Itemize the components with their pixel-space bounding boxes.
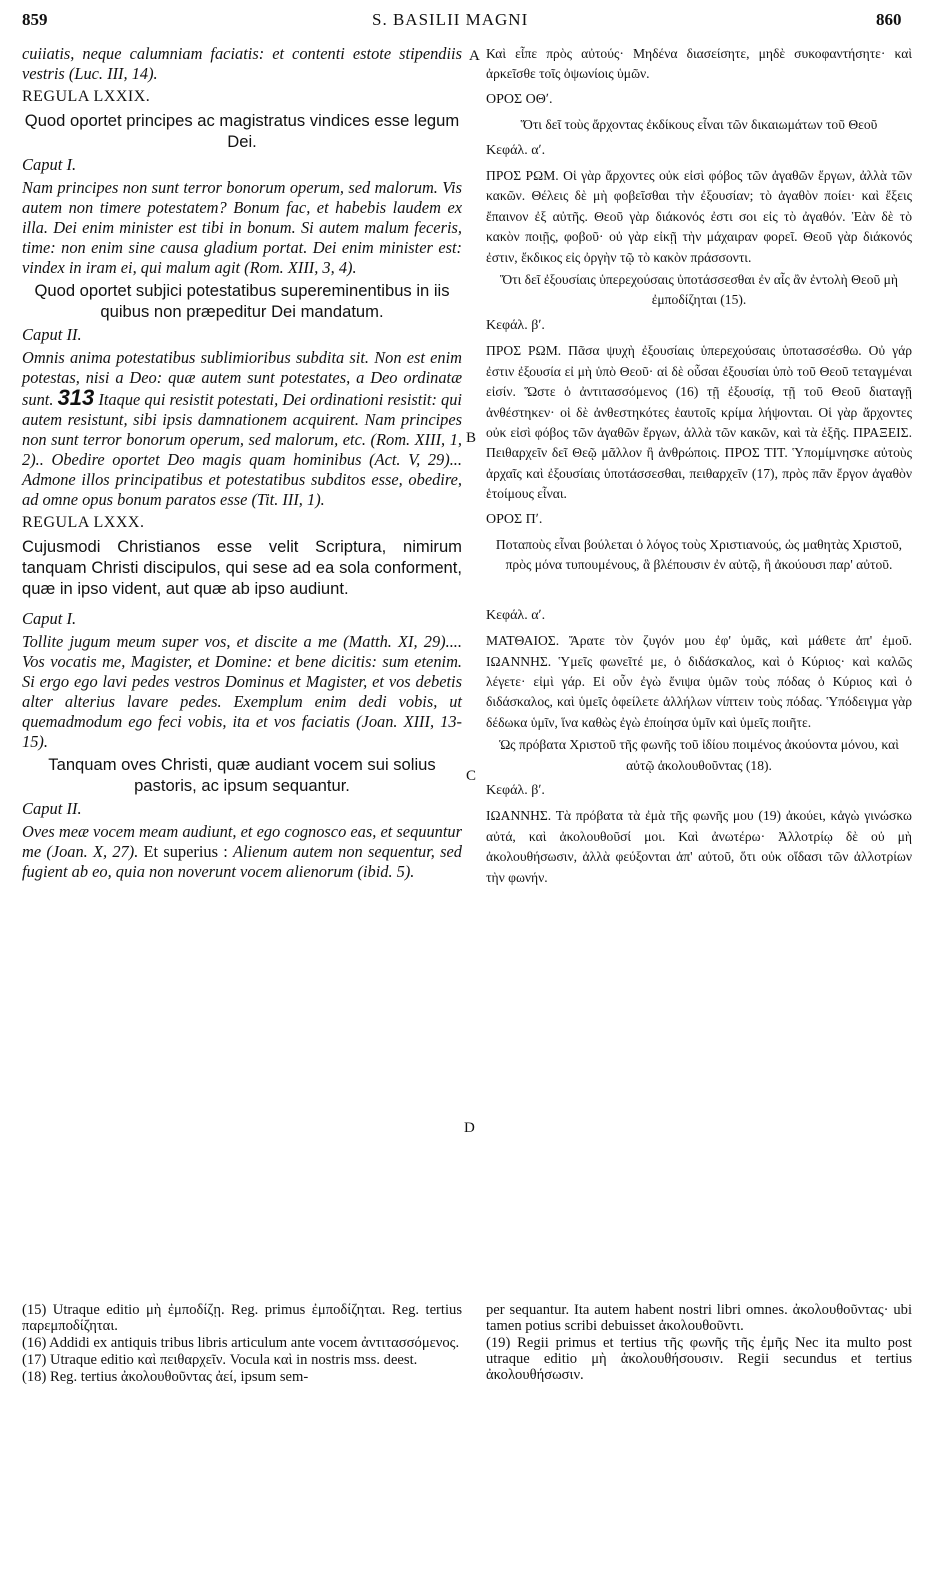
greek-quote-4: ΙΩΑΝΝΗΣ. Τὰ πρόβατα τὰ ἐμὰ τῆς φωνῆς μου (19) ἀκούει, κἀγὼ γινώσκω αὐτά, καὶ ἀκολουθοῦσί μοι. Καὶ ἀνωτέρω· Ἀλλοτρίῳ δὲ οὐ μὴ ἀκολουθήσωσιν, ἀλλὰ φεύξονται ἀπ' αὐτοῦ, ὅτι οὐκ οἴδασι τῶν ἀλλοτρίων τὴν φωνήν. [486,808,912,885]
regula-79-title: Quod oportet principes ac magistratus vindices esse legum Dei. [24,111,460,151]
latin-opening: cuiiatis, neque calumniam faciatis: et contenti estote stipendiis vestris (Luc. III, 14). [22,44,462,83]
latin-quote-4: Oves meæ vocem meam audiunt, et ego cognosco eas, et sequuntur me (Joan. X, 27). Et superius : Alienum autem non sequentur, sed fugient ab eo, quia non noverunt vocem alienorum (ibid. 5). [22,822,462,881]
oros-80-heading: ΟΡΟΣ Πʹ. [486,511,543,527]
footnote-17: (17) Utraque editio καὶ πειθαρχεῖν. Vocula καὶ in nostris mss. deest. [22,1352,418,1368]
page-number-left: 859 [22,10,48,29]
margin-letter-d: D [464,1120,475,1136]
margin-letter-c: C [466,768,477,784]
kephal-1-heading: Κεφάλ. αʹ. [486,142,546,158]
oros-79-subtitle: Ὅτι δεῖ ἐξουσίαις ὑπερεχούσαις ὑποτάσσεσθαι ἐν αἷς ἂν ἐντολὴ Θεοῦ μὴ ἐμποδίζηται (15). [499,272,899,308]
kephal-1-heading-b: Κεφάλ. αʹ. [486,607,546,623]
oros-80-subtitle: Ὡς πρόβατα Χριστοῦ τῆς φωνῆς τοῦ ἰδίου ποιμένος ἀκούοντα μόνου, καὶ αὐτῷ ἀκολουθοῦντας (18). [499,737,899,773]
footnote-15: (15) Utraque editio μὴ ἐμποδίζῃ. Reg. primus ἐμποδίζηται. Reg. tertius παρεμποδίζηται. [22,1302,462,1334]
footnotes-right [486,1302,912,1384]
greek-quote-2: ΠΡΟΣ ΡΩΜ. Πᾶσα ψυχὴ ἐξουσίαις ὑπερεχούσαις ὑποτασσέσθω. Οὐ γάρ ἐστιν ἐξουσία εἰ μὴ ὑπὸ Θεοῦ· αἱ δὲ οὖσαι ἐξουσίαι ὑπὸ τοῦ Θεοῦ τεταγμέναι εἰσίν. Ὥστε ὁ ἀντιτασσόμενος (16) τῇ ἐξουσίᾳ, τῇ τοῦ Θεοῦ διαταγῇ ἀνθέστηκεν· οἱ δὲ ἀνθεστηκότες ἑαυτοῖς κρίμα λήψονται. Οἱ γὰρ ἄρχοντες οὐκ εἰσὶ φόβος τῶν ἀγαθῶν ἔργων, ἀλλὰ τῶν κακῶν, καὶ τὰ ἑξῆς. ΠΡΑΞΕΙΣ. Πειθαρχεῖν δεῖ Θεῷ μᾶλλον ἢ ἀνθρώποις. ΠΡΟΣ ΤΙΤ. Ὑπομίμνησκε αὐτοὺς ἀρχαῖς καὶ ἐξουσίαις ὑποτάσσεσθαι, πειθαρχεῖν (17), πρὸς πᾶν ἔργον ἀγαθὸν ἑτοίμους εἶναι. [486,343,912,502]
greek-quote-1: ΠΡΟΣ ΡΩΜ. Οἱ γὰρ ἄρχοντες οὐκ εἰσὶ φόβος τῶν ἀγαθῶν ἔργων, ἀλλὰ τῶν κακῶν. Θέλεις δὲ μὴ φοβεῖσθαι τὴν ἐξουσίαν; τὸ ἀγαθὸν ποίει· καὶ ἕξεις ἔπαινον ἐξ αὐτῆς. Θεοῦ γὰρ διάκονός ἐστι σοι εἰς τὸ ἀγαθόν. Ἐὰν δὲ τὸ κακὸν ποιῇς, φοβοῦ· οὐ γὰρ εἰκῇ τὴν μάχαιραν φορεῖ. Θεοῦ γὰρ διάκονός ἐστιν, ἔκδικος εἰς ὀργὴν τῷ τὸ κακὸν πράσσοντι. [486,168,912,265]
column-number: 313 [57,385,95,410]
greek-column [486,44,912,890]
regula-79-subtitle: Quod oportet subjici potestatibus supereminentibus in iis quibus non præpeditur Dei mandatum. [34,281,450,321]
latin-quote-1: Nam principes non sunt terror bonorum operum, sed malorum. Vis autem non timere potestatem? Bonum fac, et habebis laudem ex illa. Dei enim minister est tibi in bonum. Si autem malum feceris, time: non enim sine causa gladium portat. Dei enim minister est: vindex in iram ei, qui malum agit (Rom. XIII, 3, 4). [22,178,462,277]
oros-80-title: Ποταποὺς εἶναι βούλεται ὁ λόγος τοὺς Χριστιανούς, ὡς μαθητὰς Χριστοῦ, πρὸς μόνα τυπουμένους, ἃ βλέπουσιν ἐν αὐτῷ, ἢ ἀκούουσι παρ' αὐτοῦ. [495,536,903,573]
caput-2-heading-b: Caput II. [22,799,82,818]
margin-letter-b: B [466,430,477,446]
footnote-19: (19) Regii primus et tertius τῆς φωνῆς τῆς ἐμῆς Nec ita multo post utraque editio μὴ ἀκολουθήσουσιν. Regii secundus et tertius ἀκολουθήσωσιν. [486,1335,912,1383]
margin-letter-a: A [469,48,480,64]
regula-80-title: Cujusmodi Christianos esse velit Scriptura, nimirum tanquam Christi discipulos, qui sese ad ea sola conforment, quæ in ipso vident, aut quæ ab ipso audiunt. [22,537,462,598]
footnote-18-continued: per sequantur. Ita autem habent nostri libri omnes. ἀκολουθοῦντας· ubi tamen potius scribi debuisset ἀκολουθοῦντι. [486,1302,912,1334]
greek-opening: Καὶ εἶπε πρὸς αὐτούς· Μηδένα διασείσητε, μηδὲ συκοφαντήσητε· καὶ ἀρκεῖσθε τοῖς ὀψωνίοις ὑμῶν. [486,46,912,82]
greek-quote-3: ΜΑΤΘΑΙΟΣ. Ἄρατε τὸν ζυγόν μου ἐφ' ὑμᾶς, καὶ μάθετε ἀπ' ἐμοῦ. ΙΩΑΝΝΗΣ. Ὑμεῖς φωνεῖτέ με, ὁ διδάσκαλος, καὶ ὁ Κύριος· καὶ καλῶς λέγετε· εἰμὶ γάρ. Εἰ οὖν ἐγὼ ἔνιψα ὑμῶν τοὺς πόδας ὁ Κύριος καὶ ὁ διδάσκαλος, καὶ ὑμεῖς ὀφείλετε ἀλλήλων νίπτειν τοὺς πόδας. Ὑπόδειγμα γὰρ δέδωκα ὑμῖν, ἵνα καθὼς ἐγὼ ἐποίησα ὑμῖν καὶ ὑμεῖς ποιῆτε. [486,633,912,730]
page-number-right: 860 [876,10,902,29]
oros-79-heading: ΟΡΟΣ ΟΘʹ. [486,91,553,107]
latin-quote-3: Tollite jugum meum super vos, et discite a me (Matth. XI, 29).... Vos vocatis me, Magister, et Domine: et bene dicitis: sum etenim. Si ergo ego lavi pedes vestros Dominus et Magister, et vos debetis alter alterius lavare pedes. Exemplum enim dedi vobis, ut quemadmodum ego feci vobis, ita et vos faciatis (Joan. XIII, 13-15). [22,632,462,751]
latin-column [22,44,462,884]
caput-1-heading: Caput I. [22,155,77,174]
footnotes-left [22,1302,462,1386]
caput-1-heading-b: Caput I. [22,609,77,628]
footnote-16: (16) Addidi ex antiquis tribus libris articulum ante vocem ἀντιτασσόμενος. [22,1335,460,1351]
running-title: S. BASILII MAGNI [372,10,529,29]
kephal-2-heading-b: Κεφάλ. βʹ. [486,783,545,798]
kephal-2-heading: Κεφάλ. βʹ. [486,317,545,333]
regula-79-heading: REGULA LXXIX. [22,88,151,105]
regula-80-subtitle: Tanquam oves Christi, quæ audiant vocem sui solius pastoris, ac ipsum sequantur. [48,755,436,795]
regula-80-heading: REGULA LXXX. [22,514,145,531]
footnote-18: (18) Reg. tertius ἀκολουθοῦντας ἀεί, ipsum sem- [22,1369,309,1385]
latin-quote-2: Omnis anima potestatibus sublimioribus subdita sit. Non est enim potestas, nisi a Deo: quæ autem sunt potestates, a Deo ordinatæ sunt. 313 Itaque qui resistit potestati, Dei ordinationi resistit: qui autem resistunt, sibi ipsis damnationem acquirent. Nam principes non sunt terror bonorum operum, sed malorum, etc. (Rom. XIII, 1, 2).. Obedire oportet Deo magis quam hominibus (Act. V, 29)... Admone illos principatibus et potestatibus subditos esse, obedire, ad omne opus bonum paratos esse (Tit. III, 1). [22,348,462,509]
oros-79-title: Ὅτι δεῖ τοὺς ἄρχοντας ἐκδίκους εἶναι τῶν δικαιωμάτων τοῦ Θεοῦ [520,117,878,133]
caput-2-heading: Caput II. [22,325,82,344]
